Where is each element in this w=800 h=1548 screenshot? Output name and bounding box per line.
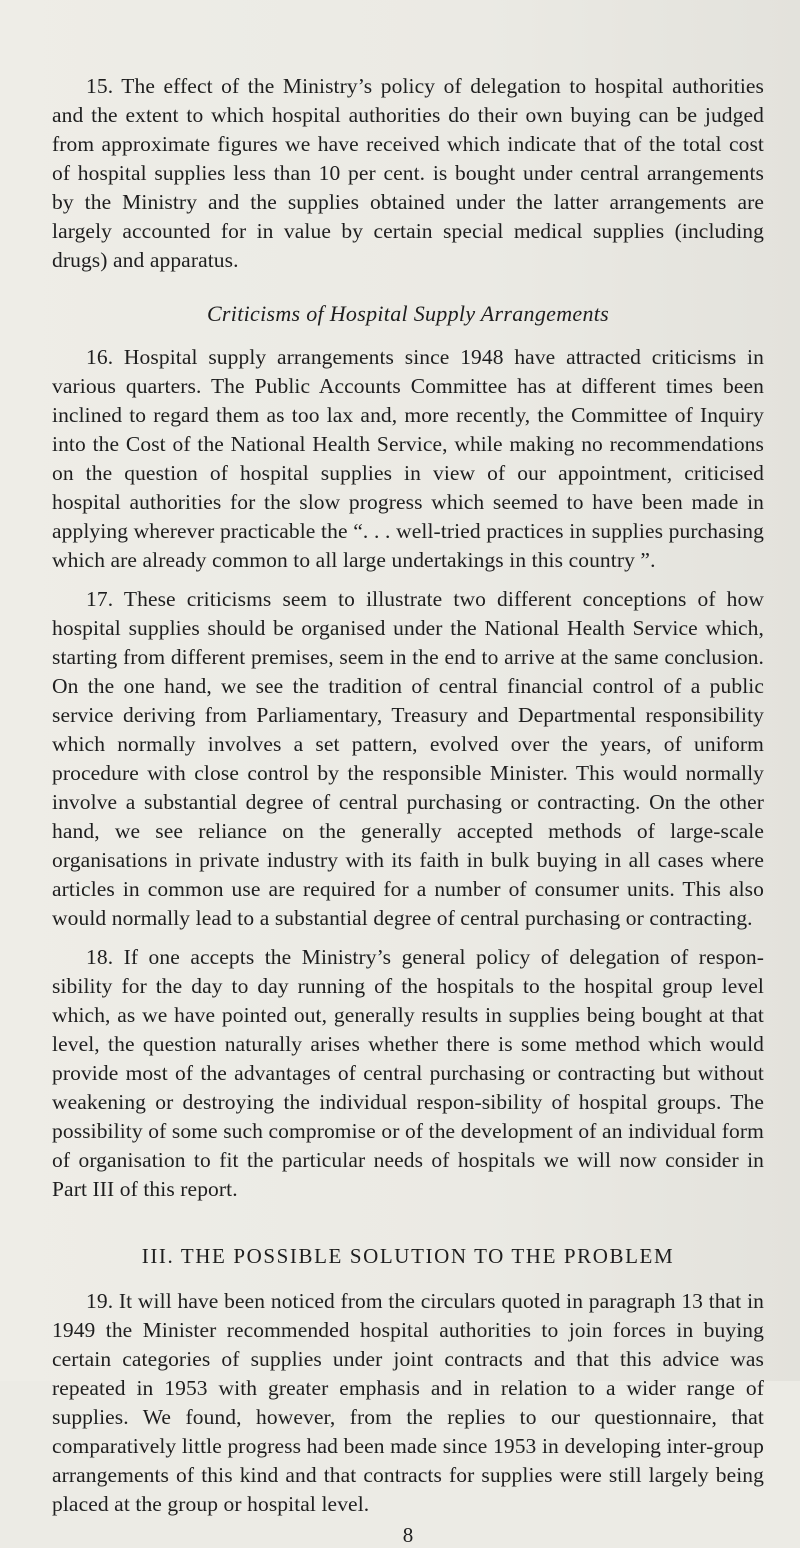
page-number: 8 (402, 1523, 414, 1547)
page-content (52, 72, 764, 1548)
part-heading: III. THE POSSIBLE SOLUTION TO THE PROBLEM (141, 1244, 675, 1268)
section-subheading: Criticisms of Hospital Supply Arrangements (206, 301, 610, 326)
paragraph-17: 17. These criticisms seem to illustrate two different conceptions of how hospital supplies should be organised under the National Health Service which, starting from different premises, seem in the end to arrive at the same conclusion. On the one hand, we see the tradition of central financial control of a public service deriving from Parliamentary, Treasury and Departmental responsibility which normally involves a set pattern, evolved over the years, of uniform procedure with close control by the responsible Minister. This would normally involve a substantial degree of central purchasing or contracting. On the other hand, we see reliance on the generally accepted methods of large-scale organisations in private industry with its faith in bulk buying in all cases where articles in common use are required for a number of consumer units. This also would normally lead to a substantial degree of central purchasing or contracting. (52, 587, 764, 930)
paragraph-15: 15. The effect of the Ministry’s policy of delegation to hospital authorities and the extent to which hospital authorities do their own buying can be judged from approximate figures we have received which indicate that of the total cost of hospital supplies less than 10 per cent. is bought under central arrangements by the Ministry and the supplies obtained under the latter arrangements are largely accounted for in value by certain special medical supplies (including drugs) and apparatus. (52, 74, 764, 272)
paragraph-19: 19. It will have been noticed from the circulars quoted in paragraph 13 that in 1949 the Minister recommended hospital authorities to join forces in buying certain categories of supplies under joint contracts and that this advice was repeated in 1953 with greater emphasis and in relation to a wider range of supplies. We found, however, from the replies to our questionnaire, that comparatively little progress had been made since 1953 in developing inter-group arrangements of this kind and that contracts for supplies were still largely being placed at the group or hospital level. (52, 1289, 764, 1516)
paragraph-16: 16. Hospital supply arrangements since 1948 have attracted criticisms in various quarters. The Public Accounts Committee has at different times been inclined to regard them as too lax and, more recently, the Committee of Inquiry into the Cost of the National Health Service, while making no recommendations on the question of hospital supplies in view of our appointment, criticised hospital authorities for the slow progress which seemed to have been made in applying wherever practicable the “. . . well-tried practices in supplies purchasing which are already common to all large undertakings in this country ”. (52, 345, 764, 572)
paragraph-18: 18. If one accepts the Ministry’s general policy of delegation of respon-sibility for the day to day running of the hospitals to the hospital group level which, as we have pointed out, generally results in supplies being bought at that level, the question naturally arises whether there is some method which would provide most of the advantages of central purchasing or contracting but without weakening or destroying the individual respon-sibility of hospital groups. The possibility of some such compromise or of the development of an individual form of organisation to fit the particular needs of hospitals we will now consider in Part III of this report. (52, 945, 764, 1201)
